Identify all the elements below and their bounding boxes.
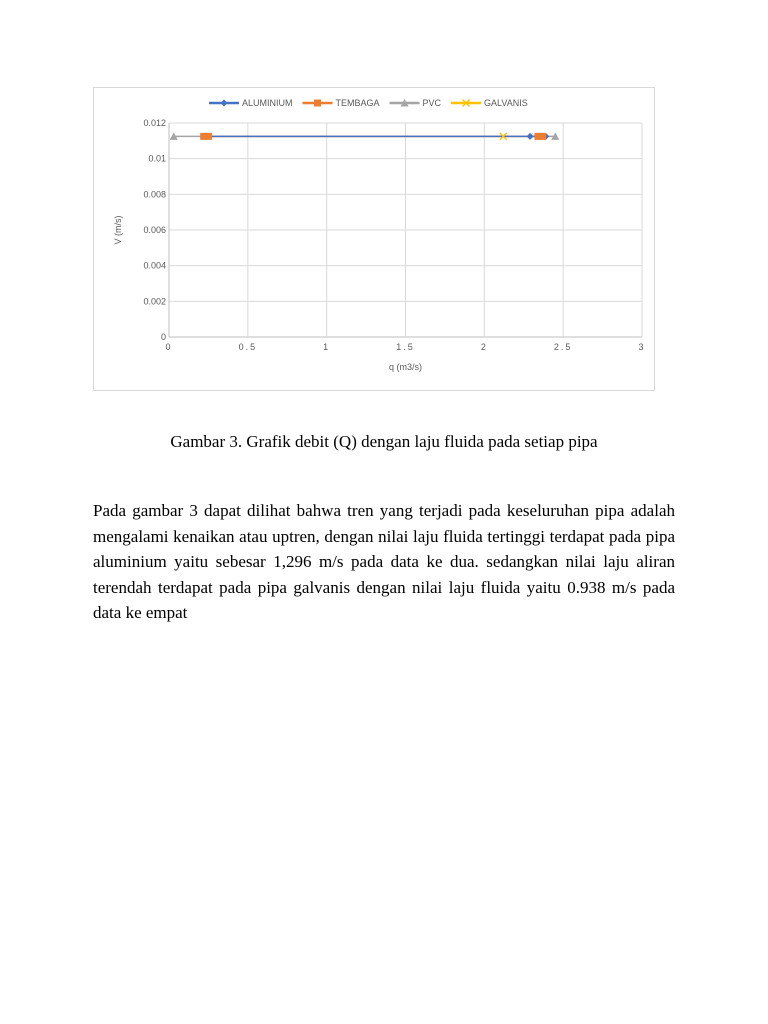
y-tick-label: 0.012 [143, 118, 166, 128]
x-tick-label: 2.5 [553, 342, 573, 352]
x-axis-label: q (m3/s) [388, 362, 423, 372]
body-paragraph: Pada gambar 3 dapat dilihat bahwa tren yang terjadi pada keseluruhan pipa adalah mengalami kenaikan atau uptren, dengan nilai laju fluida tertinggi terdapat pada pipa aluminium yaitu sebesar 1,296 m/s pada data ke dua. sedangkan nilai laju aliran terendah terdapat pada pipa galvanis dengan nilai laju fluida yaitu 0.938 m/s pada data ke empat [93, 501, 675, 622]
legend-item-aluminium [209, 98, 293, 108]
chart-legend [209, 98, 528, 108]
chart-ticks [143, 118, 645, 352]
figure-caption: Gambar 3. Grafik debit (Q) dengan laju fluida pada setiap pipa [170, 432, 598, 451]
legend-swatch-marker [221, 100, 228, 107]
y-tick-label: 0.002 [143, 296, 166, 307]
x-tick-label: 1 [323, 342, 331, 352]
x-tick-label: 1.5 [396, 342, 415, 352]
legend-item-pvc [390, 98, 442, 108]
x-tick-label: 0 [165, 342, 173, 352]
legend-label: TEMBAGA [335, 98, 380, 108]
x-tick-label: 3 [638, 342, 646, 352]
legend-item-galvanis [451, 98, 528, 108]
x-tick-label: 0.5 [238, 342, 258, 352]
chart-series [170, 132, 560, 140]
y-axis-label: V (m/s) [113, 215, 123, 245]
y-tick-label: 0.004 [143, 260, 166, 271]
chart-grid [169, 123, 642, 337]
y-tick-label: 0.008 [143, 189, 166, 200]
data-point-tembaga [205, 133, 212, 140]
y-tick-label: 0 [160, 332, 166, 342]
legend-swatch-marker [314, 100, 321, 107]
chart-frame [93, 87, 655, 391]
data-point-aluminium [527, 133, 534, 140]
x-tick-label: 2 [480, 342, 488, 352]
chart-svg [94, 88, 654, 390]
legend-label: GALVANIS [484, 98, 528, 108]
legend-label: PVC [422, 98, 442, 108]
legend-item-tembaga [303, 98, 380, 108]
y-tick-label: 0.01 [148, 153, 166, 164]
legend-label: ALUMINIUM [242, 98, 293, 108]
data-point-tembaga [539, 133, 546, 140]
y-tick-label: 0.006 [143, 225, 166, 235]
